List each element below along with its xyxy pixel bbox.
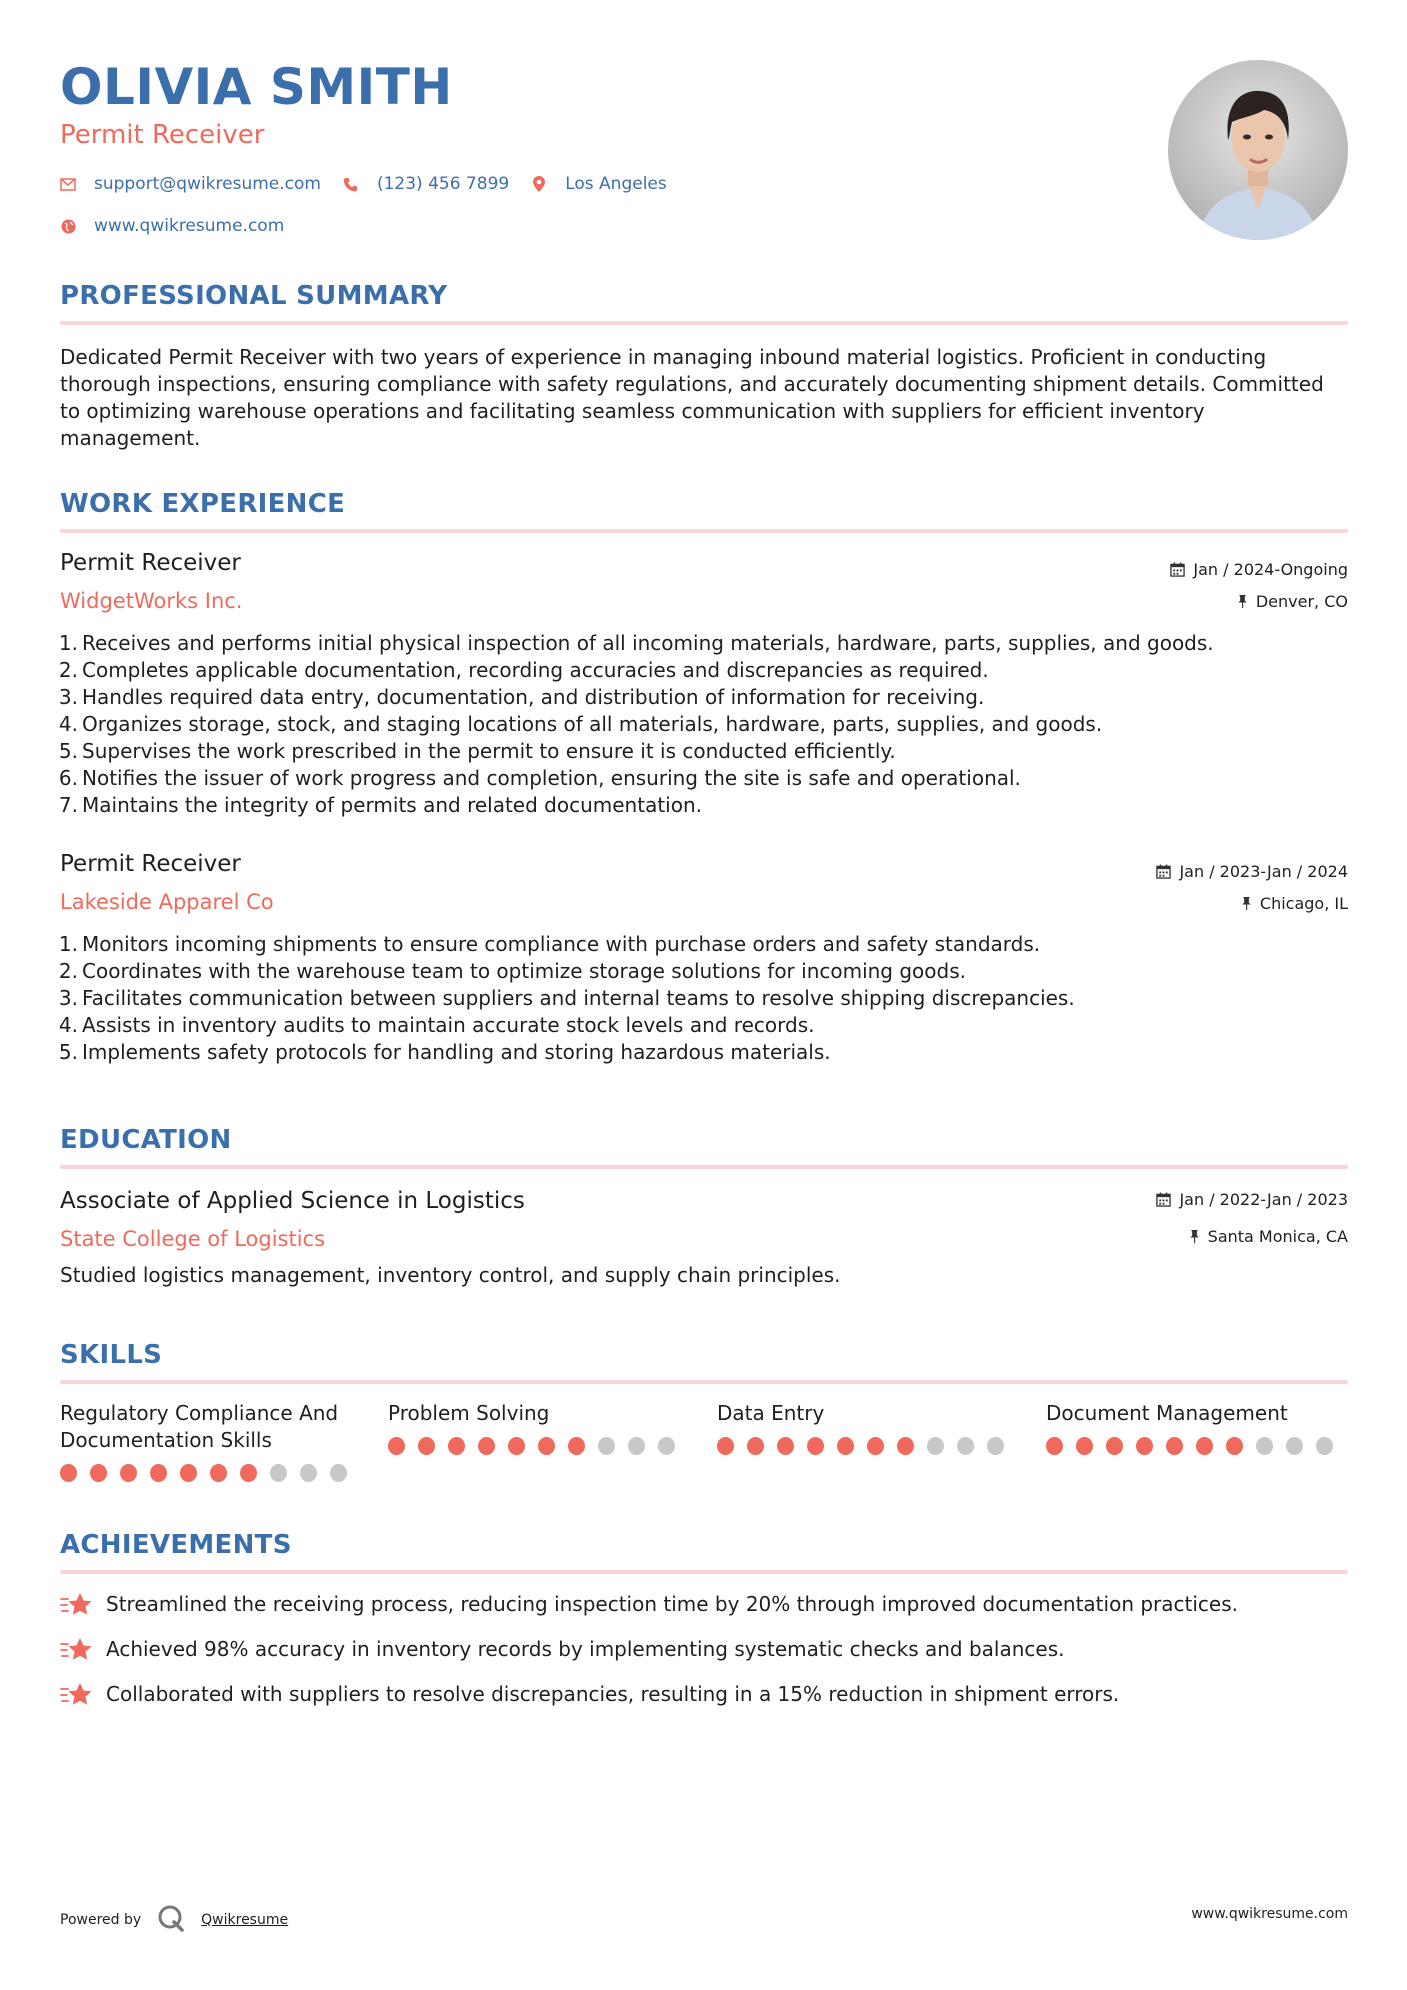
rating-dot-filled xyxy=(897,1437,914,1455)
pushpin-icon xyxy=(1241,896,1252,911)
education-heading: EDUCATION xyxy=(60,1125,232,1155)
duty-number: 1. xyxy=(58,631,78,655)
school-name: State College of Logistics xyxy=(60,1227,326,1251)
duty-number: 3. xyxy=(58,986,78,1010)
duty-text: Facilitates communication between suppliers and internal teams to resolve shipping discrepancies. xyxy=(82,986,1075,1010)
footer-url[interactable]: www.qwikresume.com xyxy=(1191,1906,1348,1922)
section-divider xyxy=(60,321,1348,325)
rating-dot-filled xyxy=(60,1464,77,1482)
rating-dot-filled xyxy=(1106,1437,1123,1455)
job-dates xyxy=(1156,862,1348,881)
duty-text: Implements safety protocols for handling and storing hazardous materials. xyxy=(82,1040,831,1064)
duty-item xyxy=(54,1039,1354,1066)
duty-item xyxy=(54,630,1354,657)
job-location-text: Denver, CO xyxy=(1255,592,1348,611)
rating-dot-filled xyxy=(568,1437,585,1455)
rating-dot-empty xyxy=(330,1464,347,1482)
rating-dot-filled xyxy=(90,1464,107,1482)
duty-number: 4. xyxy=(58,1013,78,1037)
rating-dot-empty xyxy=(957,1437,974,1455)
achievement-text: Streamlined the receiving process, reducing inspection time by 20% through improved documentation practices. xyxy=(106,1592,1238,1616)
rating-dot-filled xyxy=(120,1464,137,1482)
section-divider xyxy=(60,1165,1348,1169)
rating-dot-empty xyxy=(927,1437,944,1455)
powered-by-label: Powered by xyxy=(60,1912,142,1928)
duty-number: 5. xyxy=(58,1040,78,1064)
skill-rating xyxy=(717,1437,1017,1455)
achievement-item xyxy=(60,1590,1238,1618)
duty-item xyxy=(54,765,1354,792)
rating-dot-filled xyxy=(867,1437,884,1455)
duty-item xyxy=(54,657,1354,684)
duty-item xyxy=(54,738,1354,765)
calendar-icon xyxy=(1156,864,1171,879)
duty-text: Assists in inventory audits to maintain accurate stock levels and records. xyxy=(82,1013,815,1037)
star-icon xyxy=(60,1590,94,1618)
skill-name: Data Entry xyxy=(717,1401,825,1425)
duty-item xyxy=(54,958,1354,985)
rating-dot-filled xyxy=(1196,1437,1213,1455)
qwikresume-link[interactable]: Qwikresume xyxy=(201,1912,289,1928)
job-duties-list xyxy=(54,931,1354,1066)
rating-dot-filled xyxy=(210,1464,227,1482)
duty-text: Maintains the integrity of permits and related documentation. xyxy=(82,793,702,817)
footer-powered-by xyxy=(60,1904,288,1936)
skill-name: Regulatory Compliance And Documentation Skills xyxy=(60,1401,339,1452)
contact-row-primary xyxy=(60,174,689,194)
duty-text: Completes applicable documentation, recording accuracies and discrepancies as required. xyxy=(82,658,989,682)
rating-dot-empty xyxy=(1316,1437,1333,1455)
summary-heading: PROFESSIONAL SUMMARY xyxy=(60,281,448,311)
education-description: Studied logistics management, inventory control, and supply chain principles. xyxy=(60,1263,841,1287)
duty-text: Handles required data entry, documentation, and distribution of information for receiving. xyxy=(82,685,985,709)
skill-item xyxy=(717,1400,1017,1455)
email-icon xyxy=(60,176,76,192)
rating-dot-filled xyxy=(807,1437,824,1455)
calendar-icon xyxy=(1156,1192,1171,1207)
education-dates xyxy=(1156,1190,1348,1209)
globe-icon xyxy=(60,218,76,234)
phone-number[interactable]: (123) 456 7899 xyxy=(376,174,510,194)
summary-text: Dedicated Permit Receiver with two years of experience in managing inbound material logistics. Proficient in conducting thorough inspections, ensuring compliance with safety regulations, and accurately documenting shipment details. Committed to optimizing warehouse operations and facilitating seamless communication with suppliers for efficient inventory management. xyxy=(60,345,1324,450)
education-location-text: Santa Monica, CA xyxy=(1207,1227,1348,1246)
rating-dot-empty xyxy=(987,1437,1004,1455)
duty-item xyxy=(54,711,1354,738)
education-dates-text: Jan / 2022-Jan / 2023 xyxy=(1179,1190,1348,1209)
section-divider xyxy=(60,529,1348,533)
rating-dot-filled xyxy=(1076,1437,1093,1455)
rating-dot-filled xyxy=(240,1464,257,1482)
location-pin-icon xyxy=(531,176,547,192)
skill-rating xyxy=(60,1464,360,1482)
rating-dot-empty xyxy=(1286,1437,1303,1455)
contact-row-secondary xyxy=(60,216,306,236)
job-dates-text: Jan / 2023-Jan / 2024 xyxy=(1179,862,1348,881)
candidate-title: Permit Receiver xyxy=(60,120,265,150)
job-dates-text: Jan / 2024-Ongoing xyxy=(1193,560,1348,579)
job-location xyxy=(1241,894,1348,913)
duty-item xyxy=(54,985,1354,1012)
rating-dot-filled xyxy=(180,1464,197,1482)
rating-dot-filled xyxy=(418,1437,435,1455)
rating-dot-filled xyxy=(837,1437,854,1455)
job-title: Permit Receiver xyxy=(60,851,241,877)
skill-name: Document Management xyxy=(1046,1401,1288,1425)
duty-number: 4. xyxy=(58,712,78,736)
rating-dot-filled xyxy=(1166,1437,1183,1455)
duty-number: 6. xyxy=(58,766,78,790)
location-text: Los Angeles xyxy=(565,174,667,194)
rating-dot-filled xyxy=(747,1437,764,1455)
skill-name: Problem Solving xyxy=(388,1401,550,1425)
duty-item xyxy=(54,684,1354,711)
phone-icon xyxy=(343,176,359,192)
job-title: Permit Receiver xyxy=(60,550,241,576)
achievement-text: Achieved 98% accuracy in inventory records by implementing systematic checks and balances. xyxy=(106,1637,1065,1661)
duty-item xyxy=(54,1012,1354,1039)
duty-item xyxy=(54,931,1354,958)
duty-item xyxy=(54,792,1354,819)
achievements-heading: ACHIEVEMENTS xyxy=(60,1530,292,1560)
website-link[interactable]: www.qwikresume.com xyxy=(94,216,285,236)
email-link[interactable]: support@qwikresume.com xyxy=(94,174,321,194)
skill-rating xyxy=(388,1437,688,1455)
skill-item xyxy=(60,1400,360,1482)
rating-dot-empty xyxy=(658,1437,675,1455)
achievement-text: Collaborated with suppliers to resolve discrepancies, resulting in a 15% reduction in shipment errors. xyxy=(106,1682,1120,1706)
company-name: WidgetWorks Inc. xyxy=(60,589,243,613)
duty-text: Receives and performs initial physical inspection of all incoming materials, hardware, parts, supplies, and goods. xyxy=(82,631,1214,655)
duty-number: 2. xyxy=(58,959,78,983)
rating-dot-filled xyxy=(1046,1437,1063,1455)
section-divider xyxy=(60,1380,1348,1384)
job-duties-list xyxy=(54,630,1354,819)
rating-dot-filled xyxy=(717,1437,734,1455)
duty-text: Supervises the work prescribed in the permit to ensure it is conducted efficiently. xyxy=(82,739,896,763)
skills-heading: SKILLS xyxy=(60,1340,163,1370)
profile-photo xyxy=(1168,60,1348,240)
rating-dot-filled xyxy=(478,1437,495,1455)
rating-dot-empty xyxy=(628,1437,645,1455)
skill-item xyxy=(1046,1400,1346,1455)
achievement-item xyxy=(60,1680,1119,1708)
candidate-name: OLIVIA SMITH xyxy=(60,58,453,116)
duty-number: 3. xyxy=(58,685,78,709)
section-divider xyxy=(60,1570,1348,1574)
job-location-text: Chicago, IL xyxy=(1259,894,1348,913)
job-location xyxy=(1237,592,1348,611)
duty-number: 5. xyxy=(58,739,78,763)
rating-dot-filled xyxy=(508,1437,525,1455)
qwikresume-logo-icon xyxy=(157,1904,185,1936)
rating-dot-empty xyxy=(1256,1437,1273,1455)
rating-dot-filled xyxy=(1136,1437,1153,1455)
education-location xyxy=(1189,1227,1348,1246)
rating-dot-empty xyxy=(300,1464,317,1482)
pushpin-icon xyxy=(1237,594,1248,609)
degree-title: Associate of Applied Science in Logistics xyxy=(60,1188,525,1214)
star-icon xyxy=(60,1635,94,1663)
rating-dot-filled xyxy=(388,1437,405,1455)
rating-dot-filled xyxy=(777,1437,794,1455)
rating-dot-filled xyxy=(150,1464,167,1482)
rating-dot-filled xyxy=(448,1437,465,1455)
duty-text: Notifies the issuer of work progress and completion, ensuring the site is safe and operational. xyxy=(82,766,1021,790)
rating-dot-empty xyxy=(598,1437,615,1455)
job-dates xyxy=(1170,560,1348,579)
rating-dot-filled xyxy=(1226,1437,1243,1455)
star-icon xyxy=(60,1680,94,1708)
achievement-item xyxy=(60,1635,1064,1663)
company-name: Lakeside Apparel Co xyxy=(60,890,274,914)
duty-text: Coordinates with the warehouse team to optimize storage solutions for incoming goods. xyxy=(82,959,967,983)
skill-item xyxy=(388,1400,688,1455)
duty-text: Organizes storage, stock, and staging locations of all materials, hardware, parts, supplies, and goods. xyxy=(82,712,1103,736)
calendar-icon xyxy=(1170,562,1185,577)
skill-rating xyxy=(1046,1437,1346,1455)
duty-text: Monitors incoming shipments to ensure compliance with purchase orders and safety standards. xyxy=(82,932,1041,956)
pushpin-icon xyxy=(1189,1229,1200,1244)
duty-number: 1. xyxy=(58,932,78,956)
rating-dot-empty xyxy=(270,1464,287,1482)
rating-dot-filled xyxy=(538,1437,555,1455)
experience-heading: WORK EXPERIENCE xyxy=(60,489,346,519)
duty-number: 2. xyxy=(58,658,78,682)
duty-number: 7. xyxy=(58,793,78,817)
